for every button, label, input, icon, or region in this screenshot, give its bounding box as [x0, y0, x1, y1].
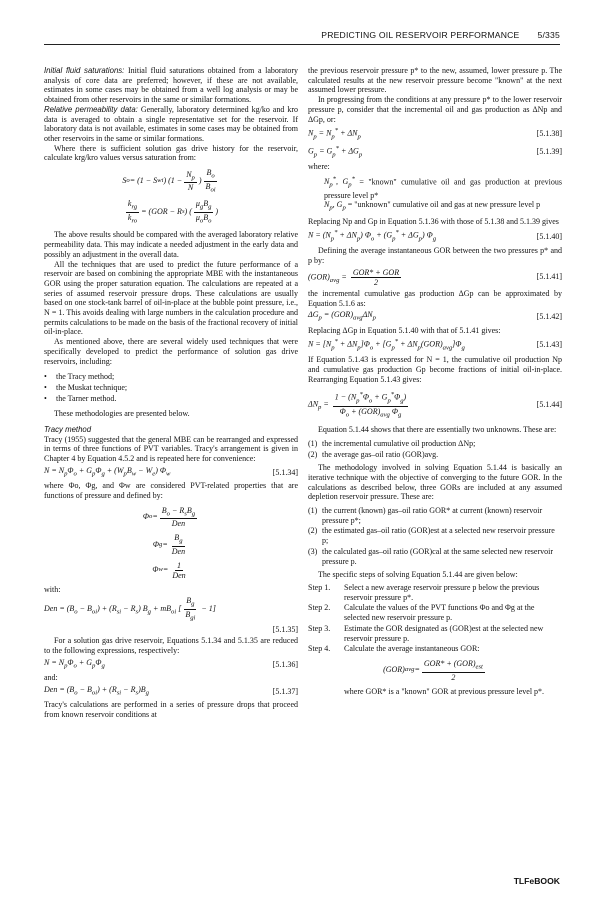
equation-5-1-35-number: [5.1.35] [272, 624, 298, 634]
gor-list [308, 506, 562, 566]
step-item: Step 3. Estimate the GOR designated as (GOR)est at the selected new reservoir pressure p. [308, 623, 544, 643]
equation-number: [5.1.34] [272, 467, 298, 477]
para-where-gor: where GOR* is a "known" GOR at previous pressure level p*. [344, 686, 545, 696]
equation-number: [5.1.38] [536, 129, 562, 139]
equation-phi-w: Φ w = $\frac{1}{\text{Den}}$ [152, 560, 186, 580]
equation-den-full: Den = $(B_o - B_{oi}) + (R_{si} - R_s) B_g + mB_{oi}$ [ $\frac{B_g}{B_{gi}}$ − 1] [44, 596, 216, 622]
equation-number: [5.1.42] [536, 312, 562, 322]
step-item: Step 2. Calculate the values of the PVT functions Φo and Φg at the selected new reservoir pressure p. [308, 603, 535, 623]
label-where: where: [308, 162, 330, 172]
footer-mark: TLFeBOOK [513, 876, 560, 886]
para-continued: the previous reservoir pressure p* to the new, assumed, lower pressure p. The calculated results at the new reservoir pressure become "known" at the next assumed lower pressure. [308, 66, 562, 95]
equation-number: [5.1.37] [272, 686, 298, 696]
list-item: • the Tracy method; [44, 372, 298, 382]
definitions: $N_p^*$, $G_p^*$ = "known" cumulative oil and gas production at previous pressure level p* $N_p$, $G_p$ = "unknown" cumulative oil and gas at new pressure level p [324, 175, 563, 213]
list-item: (3) the calculated gas–oil ratio (GOR)cal at the same selected new reservoir pressure p. [308, 546, 554, 566]
equation-5-1-37: Den = $(B_o - B_{oi}) + (R_{si} - R_s)B_g$ [5.1.37] [44, 684, 298, 697]
equation-number: [5.1.41] [536, 272, 562, 282]
subhead-initial: Initial fluid saturations: [44, 66, 125, 75]
list-item: • the Muskat technique; [44, 383, 298, 393]
para-compare: The above results should be compared with the averaged laboratory relative permeability data. This may indicate a needed adjustment in the early data and possibly an adjustment in the overall data. [44, 230, 298, 259]
equation-5-1-40: $N = (N_p^* + \Delta N_p) \Phi_o + (G_p^* + \Delta G_p)$ $\Phi_g$ [5.1.40] [308, 229, 562, 243]
para-solution-gas: For a solution gas drive reservoir, Equations 5.1.34 and 5.1.35 are reduced to the following expressions, respectively: [44, 636, 298, 656]
para-incremental: the incremental cumulative gas production ΔGp can be approximated by Equation 5.1.6 as: [308, 288, 562, 308]
para-initial-saturations: Initial fluid saturations: Initial fluid saturations obtained from a laboratory analysis of core data are preferred; however, if these are not available, estimates in some cases may be obtained from a well log analysis or may be obtained from other reservoirs in the same or similar formations. [44, 66, 298, 105]
equation-5-1-42: $\Delta G_p = (GOR)_{avg}\Delta N_p$ [5.1.42] [308, 310, 562, 322]
equation-number: [5.1.44] [536, 399, 562, 409]
list-item: • the Tarner method. [44, 394, 298, 404]
list-item: (1) the incremental cumulative oil production ΔNp; [308, 438, 476, 448]
equation-phi-o: Φ o = $\frac{B_o - R_sB_g}{\text{Den}}$ [142, 505, 196, 529]
equation-5-1-41: $(GOR)_{avg}$ = $\frac{\text{GOR* + GOR}}{2}$ [5.1.41] [308, 267, 562, 287]
header-rule [44, 44, 560, 45]
equation-number: [5.1.43] [536, 340, 562, 350]
left-column [44, 66, 298, 719]
para-progressing: In progressing from the conditions at any pressure p* to the lower reservoir pressure p, consider that the incremental oil and gas production as ΔNp and ΔGp, or: [308, 95, 562, 124]
para-tracy-calcs: Tracy's calculations are performed in a series of pressure drops that proceed from known reservoir conditions at [44, 700, 298, 719]
equation-5-1-36: $N = N_p\Phi_o + G_p\Phi_g$ [5.1.36] [44, 657, 298, 670]
label-with: with: [44, 584, 61, 594]
equation-number: [5.1.36] [272, 659, 298, 669]
step-item: Step 4. Calculate the average instantaneous GOR: [308, 644, 480, 654]
para-techniques: All the techniques that are used to predict the future performance of a reservoir are based on combining the appropriate MBE with the instantaneous GOR using the proper saturation equation. The calculations are repeated at a series of assumed reservoir pressure drops. These calculations are usually based on one stock-tank barrel of oil-in-place at the bubble point pressure, i.e., N = 1. This avoids dealing with large numbers in the calculation procedure and permits calculations to be made on the basis of the fractional recovery of initial oil-in-place. [44, 259, 298, 337]
subhead-tracy: Tracy method [44, 425, 92, 435]
label-and: and: [44, 673, 58, 683]
running-head [321, 30, 560, 40]
equation-5-1-34: $N = N_p\Phi_o + G_p\Phi_g + (W_pB_w - W_e)$ $\Phi_w$ [5.1.34] [44, 465, 298, 478]
steps-list [308, 583, 562, 654]
equation-5-1-43: $N = [N_p^* + \Delta N_p]\Phi_o + [G_p^* + \Delta N_p(GOR)_{avg}]\Phi_g$ [5.1.43] [308, 338, 562, 352]
equation-so: S o = (1 − S wi ) (1 − $\frac{N_p}{N}$ ) $\frac{B_o}{B_{oi}}$ [122, 168, 216, 194]
page-number: 5/335 [537, 30, 560, 40]
method-list [44, 372, 298, 403]
para-presented: These methodologies are presented below. [54, 409, 190, 419]
list-item: (1) the current (known) gas–oil ratio GOR* at current (known) reservoir pressure p*; [308, 506, 543, 525]
step-item: Step 1. Select a new average reservoir pressure p below the previous reservoir pressure p*. [308, 583, 540, 602]
para-steps-intro: The specific steps of solving Equation 5.1.44 are given below: [318, 570, 518, 580]
para-if-n1: If Equation 5.1.43 is expressed for N = 1, the cumulative oil production Np and cumulative gas production Gp become fractions of initial oil-in-place. Rearranging Equation 5.1.43 gives: [308, 355, 562, 384]
para-mentioned: As mentioned above, there are several widely used techniques that were specifically developed to predict the performance of solution gas drive reservoirs, including: [44, 337, 298, 366]
para-replacing-2: Replacing ΔGp in Equation 5.1.40 with that of 5.1.41 gives: [308, 325, 501, 335]
equation-number: [5.1.40] [536, 231, 562, 241]
list-item: (2) the average gas–oil ratio (GOR)avg. [308, 449, 439, 459]
equation-number: [5.1.39] [536, 147, 562, 157]
equation-5-1-44: $\Delta N_p$ = $\frac{1 - (N_p^*\Phi_o + G_p^*\Phi_g)}{\Phi_o + (GOR)_{avg} \Phi_g}$ [5.1.44] [308, 391, 562, 419]
subhead-relperm: Relative permeability data: [44, 104, 138, 114]
list-item: (2) the estimated gas–oil ratio (GOR)est at a selected new reservoir pressure p; [308, 526, 555, 546]
para-methodology: The methodology involved in solving Equation 5.1.44 is basically an iterative technique with the objective of converging to the future GOR. In the calculations as described below, three GORs are included at any assumed depletion reservoir pressure. These are: [308, 463, 562, 502]
para-relative-permeability: Relative permeability data: Generally, laboratory determined kg/ko and kro data is averaged to obtain a single representative set for the reservoir. If laboratory data is not available, estimates in some cases may be obtained from other reservoirs in the same or similar formations. [44, 104, 298, 143]
equation-5-1-38: $N_p = N_p^* + \Delta N_p$ [5.1.38] [308, 127, 562, 141]
equation-gor-avg: (GOR) avg = $\frac{GOR* + (GOR)_{est}}{2}$ [383, 658, 483, 682]
running-title: PREDICTING OIL RESERVOIR PERFORMANCE [321, 30, 520, 40]
equation-5-1-39: $G_p = G_p^* + \Delta G_p$ [5.1.39] [308, 145, 562, 159]
para-tracy: Tracy (1955) suggested that the general MBE can be rearranged and expressed in terms of three functions of PVT variables. Tracy's arrangement is given in Chapter 4 by Equation 4.5.2 and is repeated here for convenience: [44, 434, 298, 464]
equation-krg-kro: $\frac{k_{rg}}{k_{ro}}$ = (GOR − R s ) ( $\frac{\mu_gB_g}{\mu_oB_o}$ ) [127, 199, 219, 225]
right-column [308, 66, 562, 696]
para-eq5144: Equation 5.1.44 shows that there are essentially two unknowns. These are: [318, 425, 557, 435]
para-replacing: Replacing Np and Gp in Equation 5.1.36 with those of 5.1.38 and 5.1.39 gives [308, 216, 559, 226]
equation-phi-g: Φ g = $\frac{B_g}{\text{Den}}$ [152, 533, 186, 556]
unknowns-list [308, 439, 562, 459]
para-defining: Defining the average instantaneous GOR between the two pressures p* and p by: [308, 246, 562, 266]
para-where-history: Where there is sufficient solution gas drive history for the reservoir, calculate krg/kro values versus saturation from: [44, 143, 298, 163]
para-where-phi: where Φo, Φg, and Φw are considered PVT-related properties that are functions of pressure and defined by: [44, 481, 298, 500]
